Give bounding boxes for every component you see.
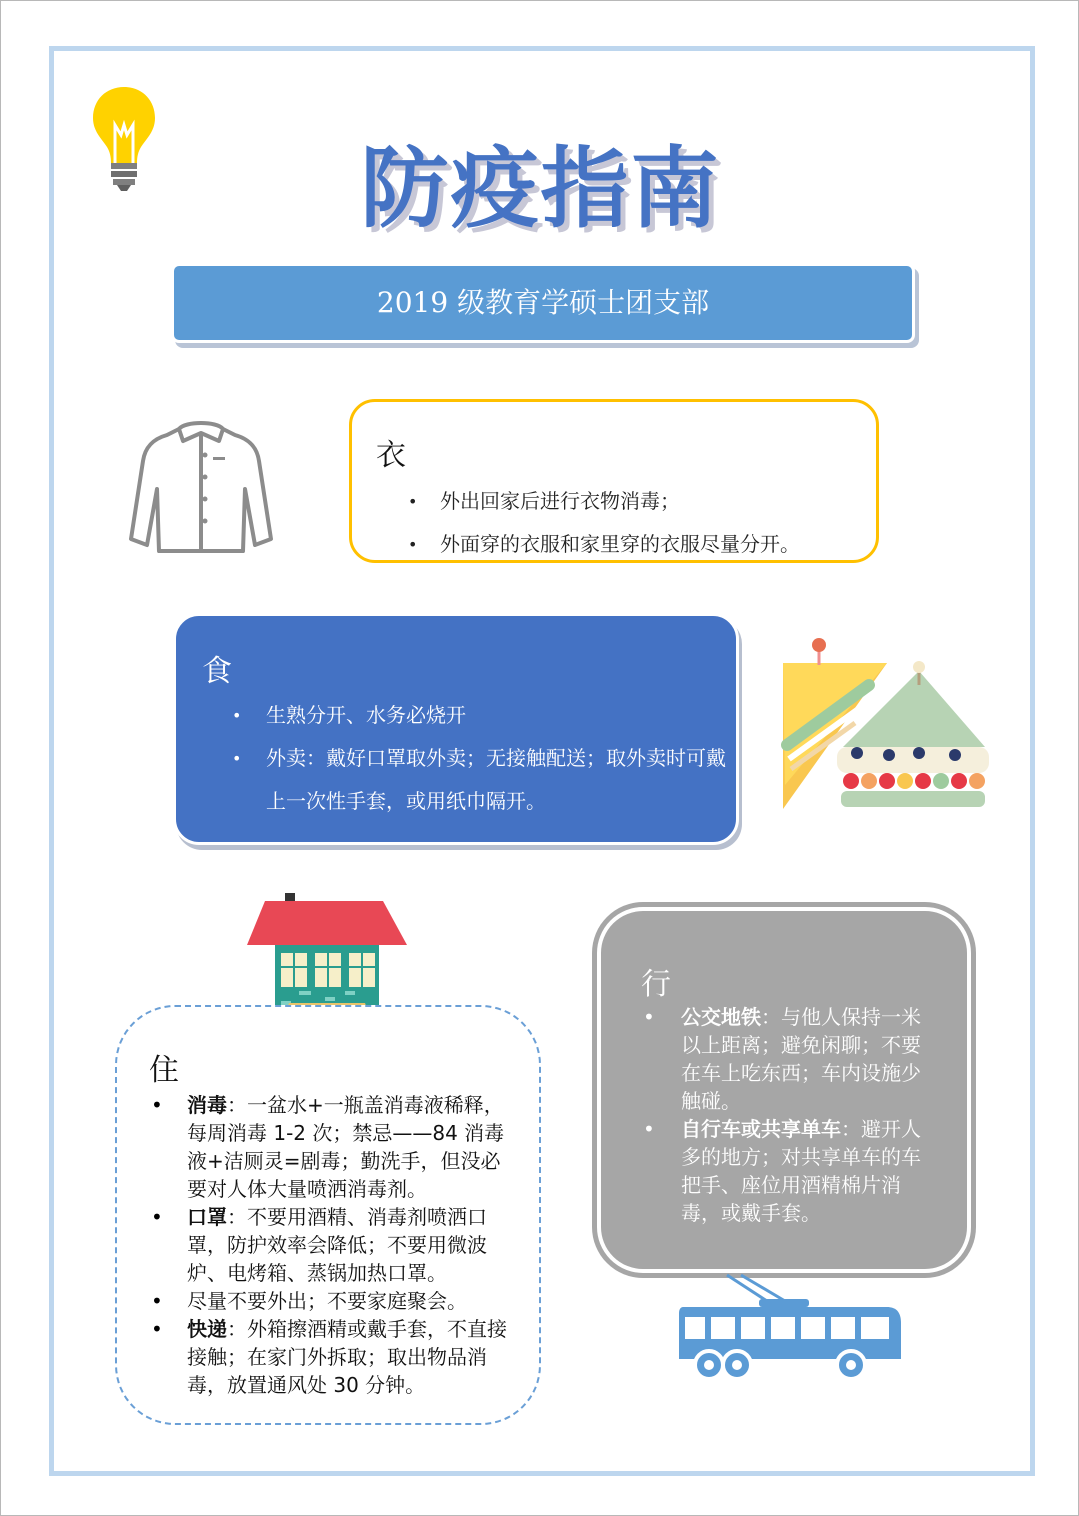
trolleybus-icon bbox=[675, 1273, 911, 1383]
travel-card bbox=[597, 907, 971, 1273]
shirt-icon bbox=[127, 419, 275, 555]
item-text: ：外箱擦酒精或戴手套，不直接接触；在家门外拆取；取出物品消毒，放置通风处 30 分钟。 bbox=[187, 1317, 507, 1397]
housing-card bbox=[115, 1005, 541, 1425]
list-item bbox=[187, 1315, 517, 1399]
list-item: • 外面穿的衣服和家里穿的衣服尽量分开。 bbox=[440, 523, 870, 566]
housing-heading: 住 bbox=[149, 1053, 179, 1088]
list-item bbox=[681, 1003, 939, 1115]
list-item bbox=[681, 1115, 939, 1227]
list-item: • 生熟分开、水务必烧开 bbox=[266, 694, 726, 737]
item-term: 消毒 bbox=[187, 1093, 227, 1117]
housing-list bbox=[187, 1091, 517, 1399]
list-item bbox=[187, 1203, 517, 1287]
item-text: ：一盆水+一瓶盖消毒液稀释，每周消毒 1-2 次；禁忌——84 消毒液+洁厕灵=剧毒；勤洗手，但没必要对人体大量喷洒消毒剂。 bbox=[187, 1093, 505, 1201]
list-item: • 外出回家后进行衣物消毒； bbox=[440, 480, 870, 523]
item-text: ：避开人多的地方；对共享单车的车把手、座位用酒精棉片消毒，或戴手套。 bbox=[681, 1117, 921, 1225]
item-text: ：不要用酒精、消毒剂喷洒口罩，防护效率会降低；不要用微波炉、电烤箱、蒸锅加热口罩。 bbox=[187, 1205, 487, 1285]
list-item: • 外卖：戴好口罩取外卖；无接触配送；取外卖时可戴上一次性手套，或用纸巾隔开。 bbox=[266, 737, 726, 823]
travel-list bbox=[681, 1003, 939, 1227]
clothing-list bbox=[440, 480, 870, 566]
item-text: 尽量不要外出；不要家庭聚会。 bbox=[187, 1289, 467, 1313]
item-term: 口罩 bbox=[187, 1205, 227, 1229]
food-card bbox=[173, 613, 739, 845]
food-heading: 食 bbox=[202, 654, 232, 689]
organization-banner: 2019 级教育学硕士团支部 bbox=[171, 263, 915, 343]
travel-heading: 行 bbox=[641, 967, 671, 1002]
clothing-card bbox=[349, 399, 879, 563]
clothing-heading: 衣 bbox=[376, 438, 406, 473]
list-item bbox=[187, 1287, 517, 1315]
item-term: 自行车或共享单车 bbox=[681, 1117, 841, 1141]
item-term: 快递 bbox=[187, 1317, 227, 1341]
item-text: ：与他人保持一米以上距离；避免闲聊；不要在车上吃东西；车内设施少触碰。 bbox=[681, 1005, 921, 1113]
item-term: 公交地铁 bbox=[681, 1005, 761, 1029]
sandwich-icon bbox=[779, 635, 991, 811]
list-item bbox=[187, 1091, 517, 1203]
page-title: 防疫指南 bbox=[360, 137, 721, 240]
food-list bbox=[266, 694, 726, 823]
